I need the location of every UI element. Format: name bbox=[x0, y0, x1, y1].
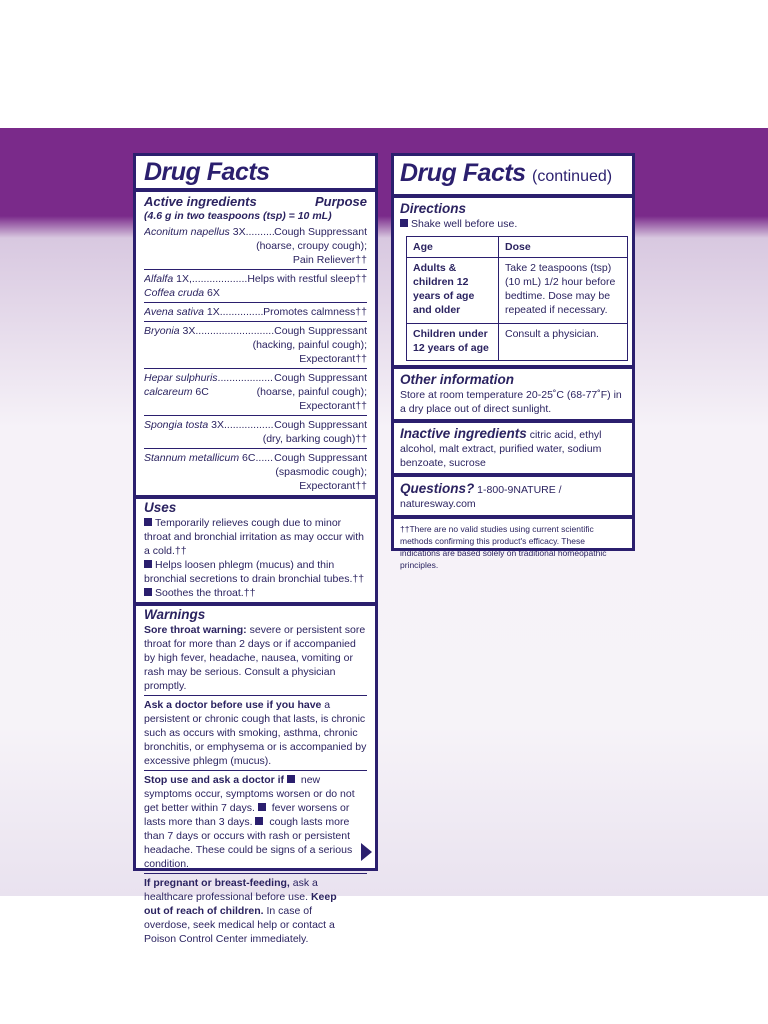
background-band bbox=[0, 128, 768, 896]
panel-title-text: Drug Facts bbox=[400, 159, 526, 187]
directions-text bbox=[400, 217, 626, 231]
square-bullet-icon bbox=[255, 817, 263, 825]
ingredient-purpose: Promotes calmness†† bbox=[263, 306, 367, 318]
ingredient-purpose-detail: (hacking, painful cough); bbox=[252, 339, 367, 351]
ingredient-name: Spongia tosta bbox=[144, 419, 209, 431]
other-information-heading: Other information bbox=[400, 372, 514, 387]
inactive-ingredients bbox=[400, 423, 626, 473]
warning-text: cough lasts more than 7 days or occurs with rash or persistent headache. These could be signs of a serious condition. bbox=[144, 816, 353, 870]
ingredient-purpose: Helps with restful sleep†† bbox=[247, 273, 367, 285]
ingredient bbox=[144, 223, 367, 269]
ingredient-purpose-detail: Expectorant†† bbox=[299, 353, 367, 365]
ingredient-purpose-detail: (spasmodic cough); bbox=[275, 466, 367, 478]
ingredient-name: Avena sativa bbox=[144, 306, 204, 318]
table-cell-age: Adults & children 12 years of age and older bbox=[407, 258, 499, 324]
inactive-ingredients-heading: Inactive ingredients bbox=[400, 426, 527, 441]
divider bbox=[394, 365, 632, 369]
divider bbox=[136, 495, 375, 499]
divider bbox=[394, 194, 632, 198]
square-bullet-icon bbox=[144, 588, 152, 596]
ingredient-name: Alfalfa bbox=[144, 273, 174, 285]
list-item-text: Helps loosen phlegm (mucus) and thin bronchial secretions to drain bronchial tubes.†† bbox=[144, 559, 365, 585]
panel-title: Drug Facts bbox=[144, 158, 270, 186]
warning-text: new symptoms occur, symptoms worsen or do not get better within 7 days. bbox=[144, 774, 355, 814]
ingredient-purpose: Cough Suppressant bbox=[274, 419, 367, 431]
disclaimer: ††There are no valid studies using current scientific methods confirming this product's efficacy. These indications are based solely on traditional homeopathic principles. bbox=[400, 524, 607, 570]
square-bullet-icon bbox=[258, 803, 266, 811]
warning-label: Stop use and ask a doctor if bbox=[144, 774, 285, 786]
ingredient-name: Coffea cruda bbox=[144, 287, 205, 299]
ingredient-potency: 3X bbox=[182, 325, 196, 337]
ingredient bbox=[144, 322, 367, 368]
uses-list bbox=[144, 516, 367, 600]
ingredient-name: Hepar sulphuris bbox=[144, 372, 218, 384]
warning-label: Keep out of reach of children. bbox=[144, 891, 337, 917]
divider bbox=[136, 188, 375, 192]
ingredient bbox=[144, 270, 367, 302]
panel-title bbox=[400, 156, 626, 194]
warning-text: severe or persistent sore throat for more than 2 days or if accompanied by high fever, headache, nausea, vomiting or rash may be serious. Consult a physician promptly. bbox=[144, 624, 366, 692]
ingredient bbox=[144, 449, 367, 495]
table-cell-dose: Consult a physician. bbox=[499, 324, 628, 361]
pregnancy-warning bbox=[144, 876, 367, 946]
other-information-text: Store at room temperature 20-25˚C (68-77˚F) in a dry place out of direct sunlight. bbox=[400, 389, 622, 415]
list-item bbox=[144, 586, 367, 600]
questions-contact: 1-800-9NATURE / naturesway.com bbox=[400, 484, 562, 510]
active-ingredients-header bbox=[144, 194, 367, 209]
active-ingredients-heading: Active ingredients bbox=[144, 194, 257, 209]
ingredient-potency: 6C bbox=[242, 452, 256, 464]
ask-doctor-warning bbox=[144, 698, 367, 768]
warning-text: a persistent or chronic cough that lasts, is chronic such as occurs with smoking, asthma, chronic bronchitis, or emphysema or is accompanied by excessive phlegm (mucus). bbox=[144, 699, 367, 767]
square-bullet-icon bbox=[400, 219, 408, 227]
continue-arrow-icon bbox=[361, 843, 372, 861]
ingredient bbox=[144, 369, 367, 415]
drug-facts-panel bbox=[133, 153, 378, 945]
ingredient-potency: 1X, bbox=[176, 273, 192, 285]
warning-label: Sore throat warning: bbox=[144, 624, 247, 636]
ingredient-purpose-detail: Expectorant†† bbox=[299, 480, 367, 492]
ingredient-purpose-detail: (hoarse, croupy cough); bbox=[256, 240, 367, 252]
questions-heading: Questions? bbox=[400, 481, 475, 496]
list-item bbox=[144, 558, 367, 586]
ingredient-potency: 6X bbox=[207, 287, 220, 299]
ingredient-name: calcareum bbox=[144, 386, 193, 398]
ingredient-name: Aconitum napellus bbox=[144, 226, 230, 238]
warnings-heading: Warnings bbox=[144, 607, 206, 622]
table-row bbox=[407, 324, 628, 361]
directions-heading: Directions bbox=[400, 201, 467, 216]
ingredient bbox=[144, 303, 367, 321]
divider bbox=[136, 602, 375, 606]
ingredient-potency: 3X bbox=[232, 226, 246, 238]
ingredient-purpose: Cough Suppressant bbox=[274, 226, 367, 238]
ingredient-potency: 6C bbox=[195, 386, 209, 398]
dosage-table bbox=[406, 236, 628, 361]
table-cell-age: Children under 12 years of age bbox=[407, 324, 499, 361]
table-row bbox=[407, 258, 628, 324]
ingredient-purpose: Cough Suppressant bbox=[274, 372, 367, 384]
warning-text: In case of overdose, seek medical help or contact a Poison Control Center immediately. bbox=[144, 905, 335, 945]
questions bbox=[400, 477, 626, 515]
inactive-ingredients-text: citric acid, ethyl alcohol, malt extract, purified water, sodium benzoate, sucrose bbox=[400, 429, 602, 469]
ingredient bbox=[144, 416, 367, 448]
ingredient-name: Stannum metallicum bbox=[144, 452, 240, 464]
list-item-text: Temporarily relieves cough due to minor throat and bronchial irritation as may occur with a cold.†† bbox=[144, 517, 365, 557]
dose-note: (4.6 g in two teaspoons (tsp) = 10 mL) bbox=[144, 210, 332, 222]
ingredient-potency: 1X bbox=[206, 306, 220, 318]
square-bullet-icon bbox=[287, 775, 295, 783]
ingredient-purpose-detail: Expectorant†† bbox=[299, 400, 367, 412]
list-item bbox=[144, 516, 367, 558]
warning-text: fever worsens or lasts more than 3 days. bbox=[144, 802, 350, 828]
ingredient-potency: 3X bbox=[211, 419, 224, 431]
purpose-heading: Purpose bbox=[314, 194, 367, 209]
ingredient-name: Bryonia bbox=[144, 325, 180, 337]
uses-heading: Uses bbox=[144, 500, 177, 515]
divider bbox=[144, 695, 367, 696]
ingredient-purpose-detail: (hoarse, painful cough); bbox=[256, 386, 367, 398]
warning-label: If pregnant or breast-feeding, bbox=[144, 877, 290, 889]
table-header-row bbox=[407, 237, 628, 258]
table-cell-dose: Take 2 teaspoons (tsp) (10 mL) 1/2 hour before bedtime. Dose may be repeated if necessary. bbox=[499, 258, 628, 324]
list-item-text: Soothes the throat.†† bbox=[155, 587, 256, 599]
drug-facts-continued-panel bbox=[391, 153, 635, 570]
square-bullet-icon bbox=[144, 560, 152, 568]
directions-item: Shake well before use. bbox=[411, 218, 518, 230]
table-header: Dose bbox=[499, 237, 628, 258]
table-header: Age bbox=[407, 237, 499, 258]
sore-throat-warning bbox=[144, 623, 367, 693]
ingredient-purpose: Cough Suppressant bbox=[274, 325, 367, 337]
divider bbox=[144, 770, 367, 771]
warning-text: ask a healthcare professional before use. bbox=[144, 877, 318, 903]
ingredient-purpose: Cough Suppressant bbox=[274, 452, 367, 464]
warning-label: Ask a doctor before use if you have bbox=[144, 699, 322, 711]
ingredient-purpose-detail: (dry, barking cough)†† bbox=[262, 433, 367, 445]
stop-use-warning bbox=[144, 773, 367, 871]
panel-title-continued: (continued) bbox=[532, 168, 613, 185]
divider bbox=[144, 873, 367, 874]
ingredient-purpose-detail: Pain Reliever†† bbox=[292, 254, 367, 266]
square-bullet-icon bbox=[144, 518, 152, 526]
